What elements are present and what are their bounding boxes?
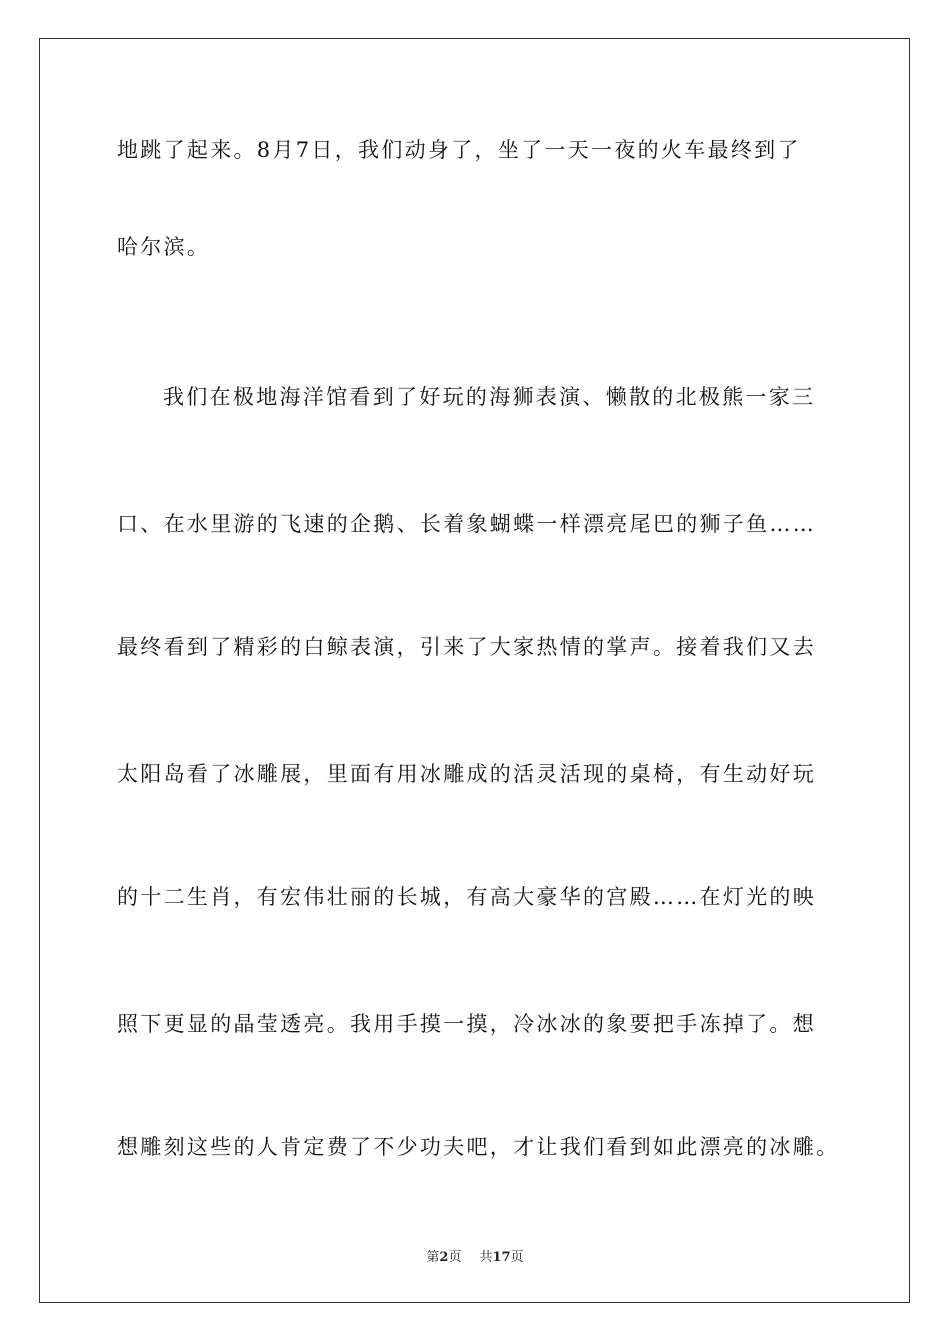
text-line: 地跳了起来。8月7日，我们动身了，坐了一天一夜的火车最终到了 — [117, 138, 801, 162]
text-line: 的十二生肖，有宏伟壮丽的长城，有高大豪华的宫殿……在灯光的映 — [117, 885, 816, 909]
text-line: 想雕刻这些的人肯定费了不少功夫吧，才让我们看到如此漂亮的冰雕。 — [117, 1135, 840, 1159]
text-line: 我们在极地海洋馆看到了好玩的海狮表演、懒散的北极熊一家三 — [163, 385, 816, 409]
page-suffix: 页 — [448, 1250, 462, 1265]
page-border — [39, 38, 910, 1303]
text-line: 口、在水里游的飞速的企鹅、长着象蝴蝶一样漂亮尾巴的狮子鱼…… — [117, 512, 816, 536]
text-line: 太阳岛看了冰雕展，里面有用冰雕成的活灵活现的桌椅，有生动好玩 — [117, 762, 816, 786]
page-number: 2 — [439, 1250, 449, 1265]
page-footer — [0, 1249, 950, 1267]
text-line: 最终看到了精彩的白鲸表演，引来了大家热情的掌声。接着我们又去 — [117, 635, 816, 659]
text-line: 哈尔滨。 — [117, 235, 211, 259]
total-suffix: 页 — [510, 1250, 524, 1265]
page-prefix: 第 — [426, 1250, 440, 1265]
text-line: 照下更显的晶莹透亮。我用手摸一摸，冷冰冰的象要把手冻掉了。想 — [117, 1012, 816, 1036]
total-pages: 17 — [492, 1250, 511, 1265]
total-prefix: 共 — [479, 1250, 493, 1265]
